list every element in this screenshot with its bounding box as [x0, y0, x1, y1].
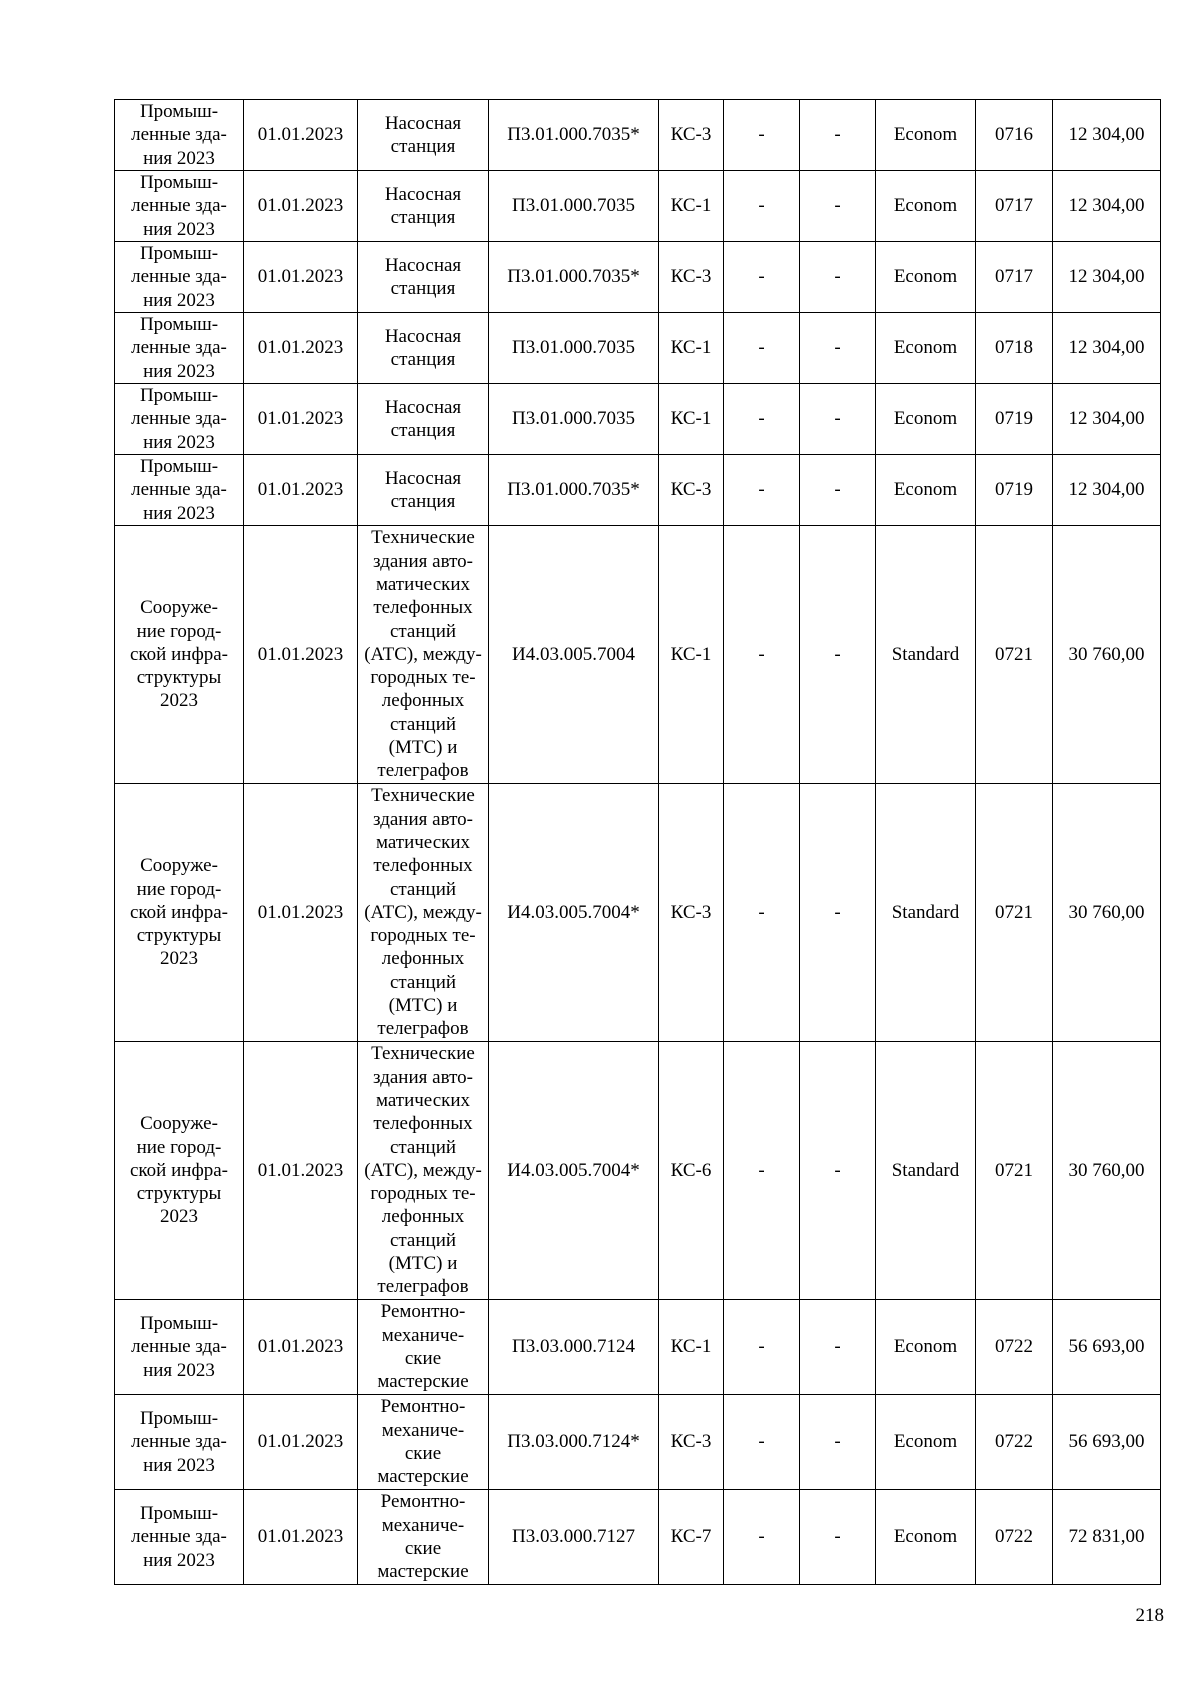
category-cell: Промыш- ленные зда- ния 2023	[115, 1490, 244, 1585]
number-cell: 0721	[976, 1042, 1053, 1300]
dash-cell-2: -	[800, 455, 876, 526]
code-cell: П3.03.000.7127	[489, 1490, 659, 1585]
object-cell: Насосная станция	[358, 100, 489, 171]
price-cell: 12 304,00	[1053, 242, 1161, 313]
class-cell: КС-3	[659, 242, 724, 313]
class-cell: КС-7	[659, 1490, 724, 1585]
object-cell: Насосная станция	[358, 313, 489, 384]
price-cell: 56 693,00	[1053, 1395, 1161, 1490]
date-cell: 01.01.2023	[244, 784, 358, 1042]
object-cell: Технические здания авто- матических телефонных станций (АТС), между- городных те- лефонных станций (МТС) и телеграфов	[358, 526, 489, 784]
class-cell: КС-1	[659, 384, 724, 455]
dash-cell-1: -	[724, 100, 800, 171]
level-cell: Econom	[876, 384, 976, 455]
level-cell: Econom	[876, 171, 976, 242]
date-cell: 01.01.2023	[244, 1300, 358, 1395]
number-cell: 0716	[976, 100, 1053, 171]
date-cell: 01.01.2023	[244, 100, 358, 171]
table-body	[115, 100, 1161, 1585]
category-cell: Промыш- ленные зда- ния 2023	[115, 1300, 244, 1395]
number-cell: 0719	[976, 455, 1053, 526]
dash-cell-1: -	[724, 1300, 800, 1395]
price-cell: 72 831,00	[1053, 1490, 1161, 1585]
dash-cell-2: -	[800, 313, 876, 384]
code-cell: П3.01.000.7035	[489, 171, 659, 242]
object-cell: Насосная станция	[358, 455, 489, 526]
dash-cell-1: -	[724, 1395, 800, 1490]
page-number: 218	[1135, 1605, 1164, 1626]
dash-cell-2: -	[800, 384, 876, 455]
level-cell: Standard	[876, 1042, 976, 1300]
number-cell: 0721	[976, 526, 1053, 784]
dash-cell-1: -	[724, 384, 800, 455]
class-cell: КС-1	[659, 171, 724, 242]
object-cell: Насосная станция	[358, 242, 489, 313]
dash-cell-2: -	[800, 1490, 876, 1585]
class-cell: КС-1	[659, 1300, 724, 1395]
code-cell: П3.01.000.7035	[489, 384, 659, 455]
dash-cell-1: -	[724, 313, 800, 384]
code-cell: И4.03.005.7004	[489, 526, 659, 784]
level-cell: Econom	[876, 1300, 976, 1395]
object-cell: Ремонтно- механиче- ские мастерские	[358, 1300, 489, 1395]
level-cell: Econom	[876, 100, 976, 171]
level-cell: Standard	[876, 784, 976, 1042]
class-cell: КС-1	[659, 313, 724, 384]
table-row	[115, 1395, 1161, 1490]
number-cell: 0719	[976, 384, 1053, 455]
date-cell: 01.01.2023	[244, 1042, 358, 1300]
table-row	[115, 784, 1161, 1042]
dash-cell-2: -	[800, 1042, 876, 1300]
code-cell: П3.03.000.7124	[489, 1300, 659, 1395]
number-cell: 0717	[976, 171, 1053, 242]
dash-cell-1: -	[724, 455, 800, 526]
number-cell: 0722	[976, 1300, 1053, 1395]
table-row	[115, 526, 1161, 784]
object-cell: Насосная станция	[358, 384, 489, 455]
class-cell: КС-3	[659, 100, 724, 171]
date-cell: 01.01.2023	[244, 313, 358, 384]
class-cell: КС-3	[659, 455, 724, 526]
price-table	[114, 99, 1161, 1585]
price-cell: 30 760,00	[1053, 1042, 1161, 1300]
category-cell: Промыш- ленные зда- ния 2023	[115, 455, 244, 526]
number-cell: 0721	[976, 784, 1053, 1042]
level-cell: Standard	[876, 526, 976, 784]
class-cell: КС-3	[659, 1395, 724, 1490]
category-cell: Промыш- ленные зда- ния 2023	[115, 1395, 244, 1490]
category-cell: Промыш- ленные зда- ния 2023	[115, 171, 244, 242]
table-row	[115, 455, 1161, 526]
dash-cell-2: -	[800, 526, 876, 784]
price-cell: 30 760,00	[1053, 784, 1161, 1042]
date-cell: 01.01.2023	[244, 242, 358, 313]
dash-cell-2: -	[800, 1395, 876, 1490]
category-cell: Промыш- ленные зда- ния 2023	[115, 384, 244, 455]
price-cell: 12 304,00	[1053, 384, 1161, 455]
code-cell: П3.03.000.7124*	[489, 1395, 659, 1490]
code-cell: П3.01.000.7035*	[489, 455, 659, 526]
table-row	[115, 171, 1161, 242]
number-cell: 0717	[976, 242, 1053, 313]
code-cell: П3.01.000.7035	[489, 313, 659, 384]
number-cell: 0718	[976, 313, 1053, 384]
category-cell: Сооруже- ние город- ской инфра- структуры 2023	[115, 784, 244, 1042]
object-cell: Технические здания авто- матических телефонных станций (АТС), между- городных те- лефонных станций (МТС) и телеграфов	[358, 784, 489, 1042]
date-cell: 01.01.2023	[244, 1395, 358, 1490]
object-cell: Насосная станция	[358, 171, 489, 242]
dash-cell-2: -	[800, 1300, 876, 1395]
date-cell: 01.01.2023	[244, 526, 358, 784]
price-cell: 12 304,00	[1053, 313, 1161, 384]
dash-cell-2: -	[800, 100, 876, 171]
dash-cell-1: -	[724, 1042, 800, 1300]
dash-cell-1: -	[724, 784, 800, 1042]
object-cell: Технические здания авто- матических телефонных станций (АТС), между- городных те- лефонных станций (МТС) и телеграфов	[358, 1042, 489, 1300]
table-row	[115, 1300, 1161, 1395]
dash-cell-1: -	[724, 242, 800, 313]
dash-cell-1: -	[724, 1490, 800, 1585]
date-cell: 01.01.2023	[244, 384, 358, 455]
level-cell: Econom	[876, 1395, 976, 1490]
table-row	[115, 384, 1161, 455]
level-cell: Econom	[876, 242, 976, 313]
class-cell: КС-6	[659, 1042, 724, 1300]
object-cell: Ремонтно- механиче- ские мастерские	[358, 1395, 489, 1490]
dash-cell-2: -	[800, 171, 876, 242]
level-cell: Econom	[876, 455, 976, 526]
table-row	[115, 1042, 1161, 1300]
level-cell: Econom	[876, 1490, 976, 1585]
table-row	[115, 313, 1161, 384]
class-cell: КС-1	[659, 526, 724, 784]
date-cell: 01.01.2023	[244, 1490, 358, 1585]
number-cell: 0722	[976, 1395, 1053, 1490]
dash-cell-1: -	[724, 171, 800, 242]
category-cell: Промыш- ленные зда- ния 2023	[115, 242, 244, 313]
code-cell: И4.03.005.7004*	[489, 784, 659, 1042]
category-cell: Промыш- ленные зда- ния 2023	[115, 100, 244, 171]
category-cell: Сооруже- ние город- ской инфра- структуры 2023	[115, 1042, 244, 1300]
table-row	[115, 1490, 1161, 1585]
dash-cell-1: -	[724, 526, 800, 784]
number-cell: 0722	[976, 1490, 1053, 1585]
date-cell: 01.01.2023	[244, 455, 358, 526]
category-cell: Промыш- ленные зда- ния 2023	[115, 313, 244, 384]
price-cell: 30 760,00	[1053, 526, 1161, 784]
code-cell: П3.01.000.7035*	[489, 242, 659, 313]
level-cell: Econom	[876, 313, 976, 384]
table-row	[115, 100, 1161, 171]
object-cell: Ремонтно- механиче- ские мастерские	[358, 1490, 489, 1585]
dash-cell-2: -	[800, 784, 876, 1042]
price-cell: 56 693,00	[1053, 1300, 1161, 1395]
table-row	[115, 242, 1161, 313]
price-cell: 12 304,00	[1053, 455, 1161, 526]
date-cell: 01.01.2023	[244, 171, 358, 242]
code-cell: И4.03.005.7004*	[489, 1042, 659, 1300]
price-cell: 12 304,00	[1053, 171, 1161, 242]
dash-cell-2: -	[800, 242, 876, 313]
code-cell: П3.01.000.7035*	[489, 100, 659, 171]
category-cell: Сооруже- ние город- ской инфра- структуры 2023	[115, 526, 244, 784]
price-cell: 12 304,00	[1053, 100, 1161, 171]
class-cell: КС-3	[659, 784, 724, 1042]
